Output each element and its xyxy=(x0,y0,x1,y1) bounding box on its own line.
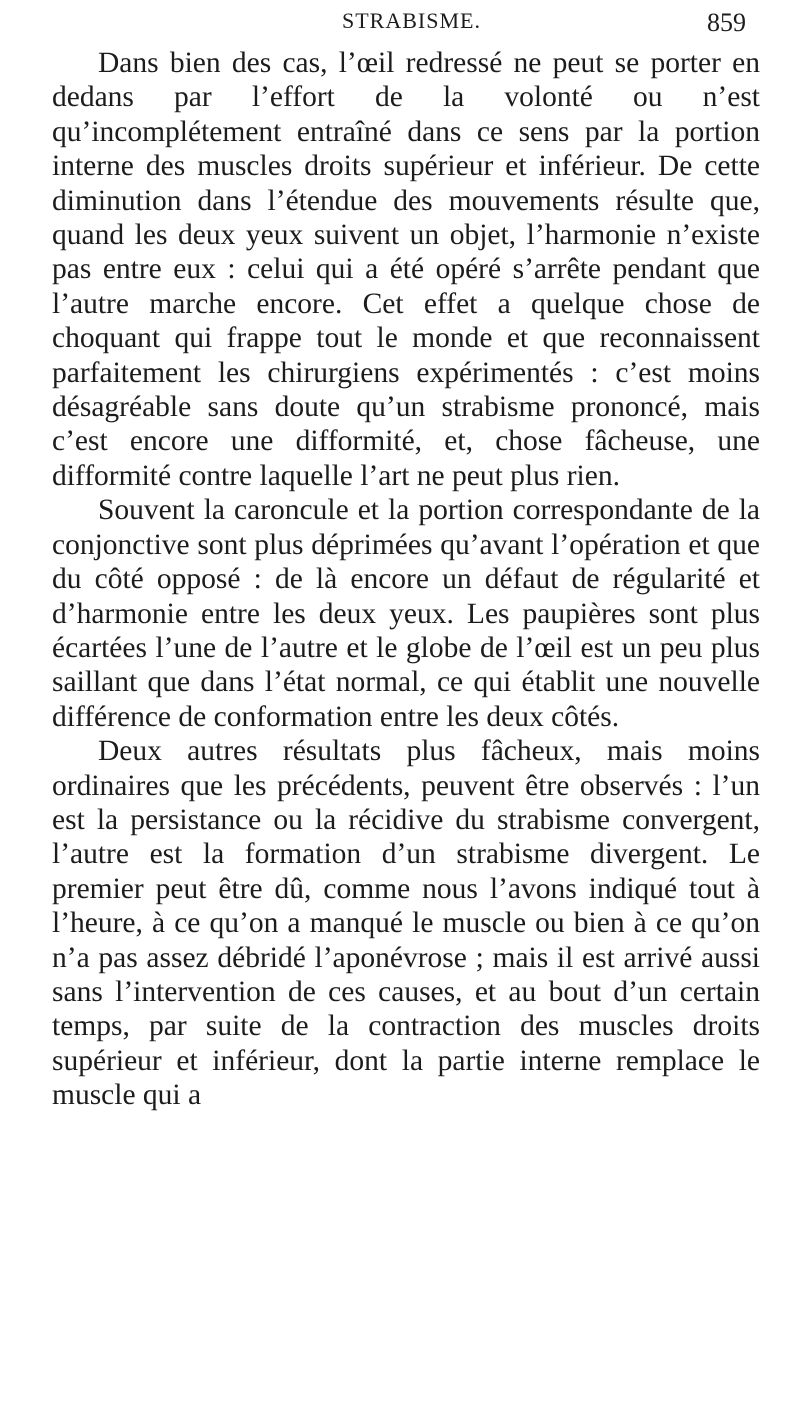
page-number: 859 xyxy=(707,8,746,37)
running-title: STRABISME. xyxy=(342,8,481,33)
body-text xyxy=(52,46,760,1113)
paragraph: Souvent la caroncule et la portion correspondante de la conjonctive sont plus déprimées qu’avant l’opération et que du côté opposé : de là encore un défaut de régularité et d’harmonie entre les deux yeux. Les paupières sont plus écartées l’une de l’autre et le globe de l’œil est un peu plus saillant que dans l’état normal, ce qui établit une nouvelle différence de conformation entre les deux côtés. xyxy=(52,494,760,733)
page-header xyxy=(52,8,760,42)
paragraph: Dans bien des cas, l’œil redressé ne peut se porter en dedans par l’effort de la volonté ou n’est qu’incomplétement entraîné dans ce sens par la portion interne des muscles droits supérieur et inférieur. De cette diminution dans l’étendue des mouvements résulte que, quand les deux yeux suivent un objet, l’harmonie n’existe pas entre eux : celui qui a été opéré s’arrête pendant que l’autre marche encore. Cet effet a quelque chose de choquant qui frappe tout le monde et que reconnaissent parfaitement les chirurgiens expérimentés : c’est moins désagréable sans doute qu’un strabisme prononcé, mais c’est encore une difformité, et, chose fâcheuse, une difformité contre laquelle l’art ne peut plus rien. xyxy=(52,47,760,492)
paragraph: Deux autres résultats plus fâcheux, mais moins ordinaires que les précédents, peuvent être observés : l’un est la persistance ou la récidive du strabisme convergent, l’autre est la formation d’un strabisme divergent. Le premier peut être dû, comme nous l’avons indiqué tout à l’heure, à ce qu’on a manqué le muscle ou bien à ce qu’on n’a pas assez débridé l’aponévrose ; mais il est arrivé aussi sans l’intervention de ces causes, et au bout d’un certain temps, par suite de la contraction des muscles droits supérieur et inférieur, dont la partie interne remplace le muscle qui a xyxy=(52,735,760,1112)
